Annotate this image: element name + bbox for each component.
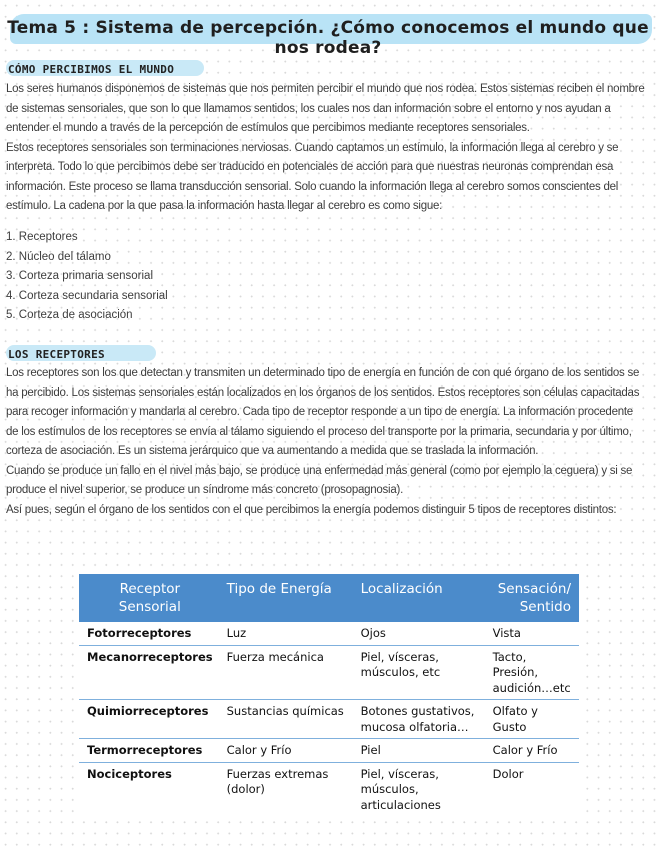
cell-energia: Luz	[219, 622, 353, 645]
table-row	[79, 622, 579, 645]
list-item: 5. Corteza de asociación	[6, 309, 133, 321]
section-heading-percibimos	[6, 58, 174, 78]
page-title: Tema 5 : Sistema de percepción. ¿Cómo conocemos el mundo que nos rodea?	[7, 18, 649, 58]
header-localizacion: Localización	[353, 574, 485, 622]
header-receptor: Receptor Sensorial	[79, 574, 219, 622]
cell-localizacion: Piel	[353, 739, 485, 763]
list-item: 1. Receptores	[6, 231, 78, 243]
cell-energia: Sustancias químicas	[219, 700, 353, 739]
cell-sensacion: Dolor	[485, 762, 579, 816]
title-band	[0, 8, 656, 58]
cell-receptor: Quimiorreceptores	[79, 700, 219, 739]
section-heading-text: CÓMO PERCIBIMOS EL MUNDO	[8, 63, 175, 76]
header-sensacion: Sensación/ Sentido	[485, 574, 579, 622]
list-item: 4. Corteza secundaria sensorial	[6, 289, 168, 302]
cell-energia: Fuerza mecánica	[219, 645, 353, 700]
cell-sensacion: Vista	[485, 622, 579, 645]
list-item: 2. Núcleo del tálamo	[6, 250, 111, 263]
section-heading-receptores	[6, 343, 105, 363]
paragraph: Estos receptores sensoriales son terminaciones nerviosas. Cuando captamos un estímulo, la información llega al cerebro y se interpreta. Todo lo que percibimos debe ser traducido en potenciales de acción para que nuestras neuronas comprendan esa información. Este proceso se llama transducción sensorial. Solo cuando la información llega al cerebro somos conscientes del estímulo. La cadena por la que pasa la información hasta llegar al cerebro es como sigue:	[6, 141, 619, 212]
cell-receptor: Nociceptores	[79, 762, 219, 816]
cell-localizacion: Ojos	[353, 622, 485, 645]
section-heading-text: LOS RECEPTORES	[8, 348, 105, 361]
paragraph: Así pues, según el órgano de los sentidos con el que percibimos la energía podemos distinguir 5 tipos de receptores distintos:	[6, 503, 617, 516]
cell-receptor: Termorreceptores	[79, 739, 219, 763]
table-header-row	[79, 574, 579, 622]
paragraph: Cuando se produce un fallo en el nivel más bajo, se produce una enfermedad más general (como por ejemplo la ceguera) y si se produce el nivel superior, se produce un síndrome más concreto (prosopagnosia).	[6, 464, 633, 496]
section-body-receptores	[6, 364, 646, 520]
cell-localizacion: Piel, vísceras, músculos, etc	[353, 645, 485, 700]
cell-sensacion: Olfato y Gusto	[485, 700, 579, 739]
table-row	[79, 739, 579, 763]
table-row	[79, 762, 579, 816]
header-energia: Tipo de Energía	[219, 574, 353, 622]
chain-list	[6, 228, 406, 326]
cell-energia: Fuerzas extremas (dolor)	[219, 762, 353, 816]
table-row	[79, 700, 579, 739]
paragraph: Los seres humanos disponemos de sistemas que nos permiten percibir el mundo que nos rodea. Estos sistemas reciben el nombre de sistemas sensoriales, que son lo que llamamos sentidos, los cuales nos dan información sobre el entorno y nos ayudan a entender el mundo a través de la percepción de estímulos que percibimos mediante receptores sensoriales.	[6, 83, 645, 134]
receptors-table	[79, 574, 579, 816]
cell-sensacion: Tacto, Presión, audición…etc	[485, 645, 579, 700]
section-body-percibimos	[6, 80, 646, 217]
cell-localizacion: Piel, vísceras, músculos, articulaciones	[353, 762, 485, 816]
table-row	[79, 645, 579, 700]
cell-receptor: Fotorreceptores	[79, 622, 219, 645]
cell-sensacion: Calor y Frío	[485, 739, 579, 763]
cell-energia: Calor y Frío	[219, 739, 353, 763]
list-item: 3. Corteza primaria sensorial	[6, 270, 154, 282]
paragraph: Los receptores son los que detectan y transmiten un determinado tipo de energía en función de con qué órgano de los sentidos se ha percibido. Los sistemas sensoriales están localizados en los órganos de los sentidos. Estos receptores son células capacitadas para recoger información y mandarla al cerebro. Cada tipo de receptor responde a un tipo de energía. La información procedente de los estímulos de los receptores se envía al tálamo siguiendo el proceso del transporte por la primaria, secundaria y por último, corteza de asociación. Es un sistema jerárquico que va aumentando a medida que se traslada la información.	[6, 367, 640, 457]
cell-localizacion: Botones gustativos, mucosa olfatoria…	[353, 700, 485, 739]
cell-receptor: Mecanorreceptores	[79, 645, 219, 700]
